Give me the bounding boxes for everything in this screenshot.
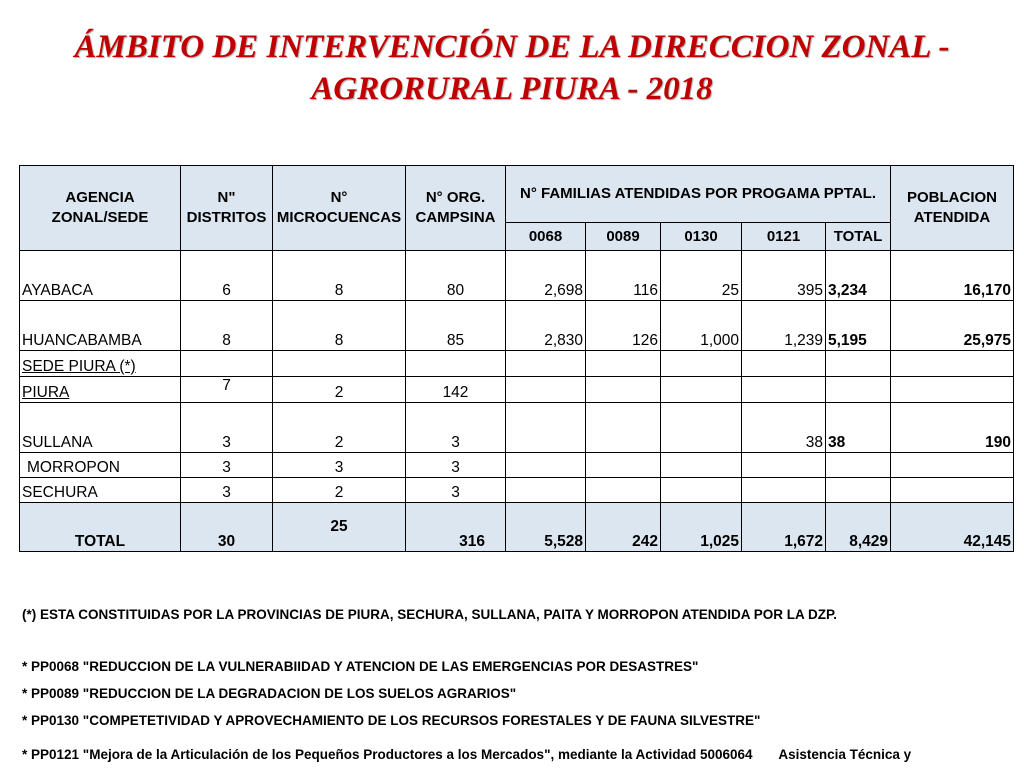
cell-distritos: 8 (181, 301, 273, 351)
note-pp0121: * PP0121 "Mejora de la Articulación de los Pequeños Productores a los Mercados", mediante la Actividad 5006064 Asistencia Técnica y (22, 747, 912, 762)
table-row (20, 377, 1014, 403)
cell-poblacion: 190 (891, 403, 1014, 453)
cell-0121 (742, 351, 826, 377)
note-pp0130: * PP0130 "COMPETETIVIDAD Y APROVECHAMIENTO DE LOS RECURSOS FORESTALES Y DE FAUNA SILVESTRE" (22, 713, 761, 728)
total-micro: 25 (273, 503, 406, 552)
cell-0089 (586, 478, 661, 503)
cell-micro: 2 (273, 377, 406, 403)
cell-poblacion (891, 351, 1014, 377)
header-distritos: N" DISTRITOS (181, 166, 273, 251)
cell-0130 (661, 377, 742, 403)
cell-0068: 2,830 (506, 301, 586, 351)
cell-org: 3 (406, 453, 506, 478)
title-line-2: AGRORURAL PIURA - 2018 (311, 71, 713, 107)
cell-distritos: 3 (181, 403, 273, 453)
cell-0089 (586, 351, 661, 377)
cell-0068 (506, 351, 586, 377)
cell-micro: 8 (273, 301, 406, 351)
note-pp0089: * PP0089 "REDUCCION DE LA DEGRADACION DE LOS SUELOS AGRARIOS" (22, 686, 517, 701)
table-row (20, 251, 1014, 301)
cell-0130 (661, 403, 742, 453)
cell-distritos: 3 (181, 453, 273, 478)
cell-0130 (661, 453, 742, 478)
title-line-1: ÁMBITO DE INTERVENCIÓN DE LA DIRECCION ZONAL - (74, 29, 950, 65)
total-poblacion: 42,145 (891, 503, 1014, 552)
row-name: SULLANA (20, 403, 181, 453)
total-0121: 1,672 (742, 503, 826, 552)
row-name: AYABACA (20, 251, 181, 301)
header-agencia: AGENCIA ZONAL/SEDE (20, 166, 181, 251)
cell-0089 (586, 403, 661, 453)
cell-micro: 2 (273, 478, 406, 503)
cell-total (826, 478, 891, 503)
cell-0130: 1,000 (661, 301, 742, 351)
total-0068: 5,528 (506, 503, 586, 552)
footnote-sede-piura: (*) ESTA CONSTITUIDAS POR LA PROVINCIAS DE PIURA, SECHURA, SULLANA, PAITA Y MORROPON ATENDIDA POR LA DZP. (22, 607, 838, 622)
cell-distritos: 7 (181, 377, 273, 403)
cell-distritos (181, 351, 273, 377)
total-total: 8,429 (826, 503, 891, 552)
cell-micro: 3 (273, 453, 406, 478)
subheader-0068: 0068 (506, 223, 586, 251)
header-microcuencas: N° MICROCUENCAS (273, 166, 406, 251)
cell-0121: 395 (742, 251, 826, 301)
cell-total (826, 351, 891, 377)
cell-poblacion (891, 377, 1014, 403)
row-name: PIURA (20, 377, 181, 403)
header-poblacion: POBLACION ATENDIDA (891, 166, 1014, 251)
cell-0068 (506, 478, 586, 503)
header-familias: N° FAMILIAS ATENDIDAS POR PROGAMA PPTAL. (506, 166, 891, 223)
cell-0130 (661, 478, 742, 503)
cell-org: 3 (406, 403, 506, 453)
row-name: HUANCABAMBA (20, 301, 181, 351)
cell-0130 (661, 351, 742, 377)
cell-poblacion: 25,975 (891, 301, 1014, 351)
subheader-0089: 0089 (586, 223, 661, 251)
total-distritos: 30 (181, 503, 273, 552)
cell-0068 (506, 377, 586, 403)
cell-total (826, 453, 891, 478)
cell-0089: 126 (586, 301, 661, 351)
cell-org: 80 (406, 251, 506, 301)
cell-poblacion: 16,170 (891, 251, 1014, 301)
cell-0089: 116 (586, 251, 661, 301)
cell-poblacion (891, 453, 1014, 478)
subheader-0130: 0130 (661, 223, 742, 251)
cell-total: 5,195 (826, 301, 891, 351)
cell-0089 (586, 453, 661, 478)
cell-0068 (506, 403, 586, 453)
note-pp0068: * PP0068 "REDUCCION DE LA VULNERABIIDAD Y ATENCION DE LAS EMERGENCIAS POR DESASTRES" (22, 659, 699, 674)
subheader-total: TOTAL (826, 223, 891, 251)
row-name: SECHURA (20, 478, 181, 503)
table-total-row (20, 503, 1014, 552)
row-name: SEDE PIURA (*) (20, 351, 181, 377)
cell-distritos: 3 (181, 478, 273, 503)
subheader-0121: 0121 (742, 223, 826, 251)
cell-0121 (742, 453, 826, 478)
cell-micro (273, 351, 406, 377)
intervention-table (19, 165, 1014, 552)
cell-0121: 38 (742, 403, 826, 453)
cell-total: 38 (826, 403, 891, 453)
cell-org: 3 (406, 478, 506, 503)
cell-org (406, 351, 506, 377)
total-0130: 1,025 (661, 503, 742, 552)
table-row (20, 453, 1014, 478)
cell-total: 3,234 (826, 251, 891, 301)
cell-0130: 25 (661, 251, 742, 301)
header-org-campesina: N° ORG. CAMPSINA (406, 166, 506, 251)
row-name: MORROPON (20, 453, 181, 478)
total-0089: 242 (586, 503, 661, 552)
total-label: TOTAL (20, 503, 181, 552)
cell-org: 142 (406, 377, 506, 403)
cell-0121: 1,239 (742, 301, 826, 351)
cell-total (826, 377, 891, 403)
cell-0121 (742, 377, 826, 403)
total-org: 316 (406, 503, 506, 552)
cell-micro: 2 (273, 403, 406, 453)
cell-0068: 2,698 (506, 251, 586, 301)
table-row (20, 351, 1014, 377)
table-row (20, 301, 1014, 351)
page-title (40, 26, 984, 110)
cell-distritos: 6 (181, 251, 273, 301)
cell-poblacion (891, 478, 1014, 503)
cell-0068 (506, 453, 586, 478)
cell-org: 85 (406, 301, 506, 351)
table-row (20, 403, 1014, 453)
table-row (20, 478, 1014, 503)
cell-0121 (742, 478, 826, 503)
cell-0089 (586, 377, 661, 403)
cell-micro: 8 (273, 251, 406, 301)
